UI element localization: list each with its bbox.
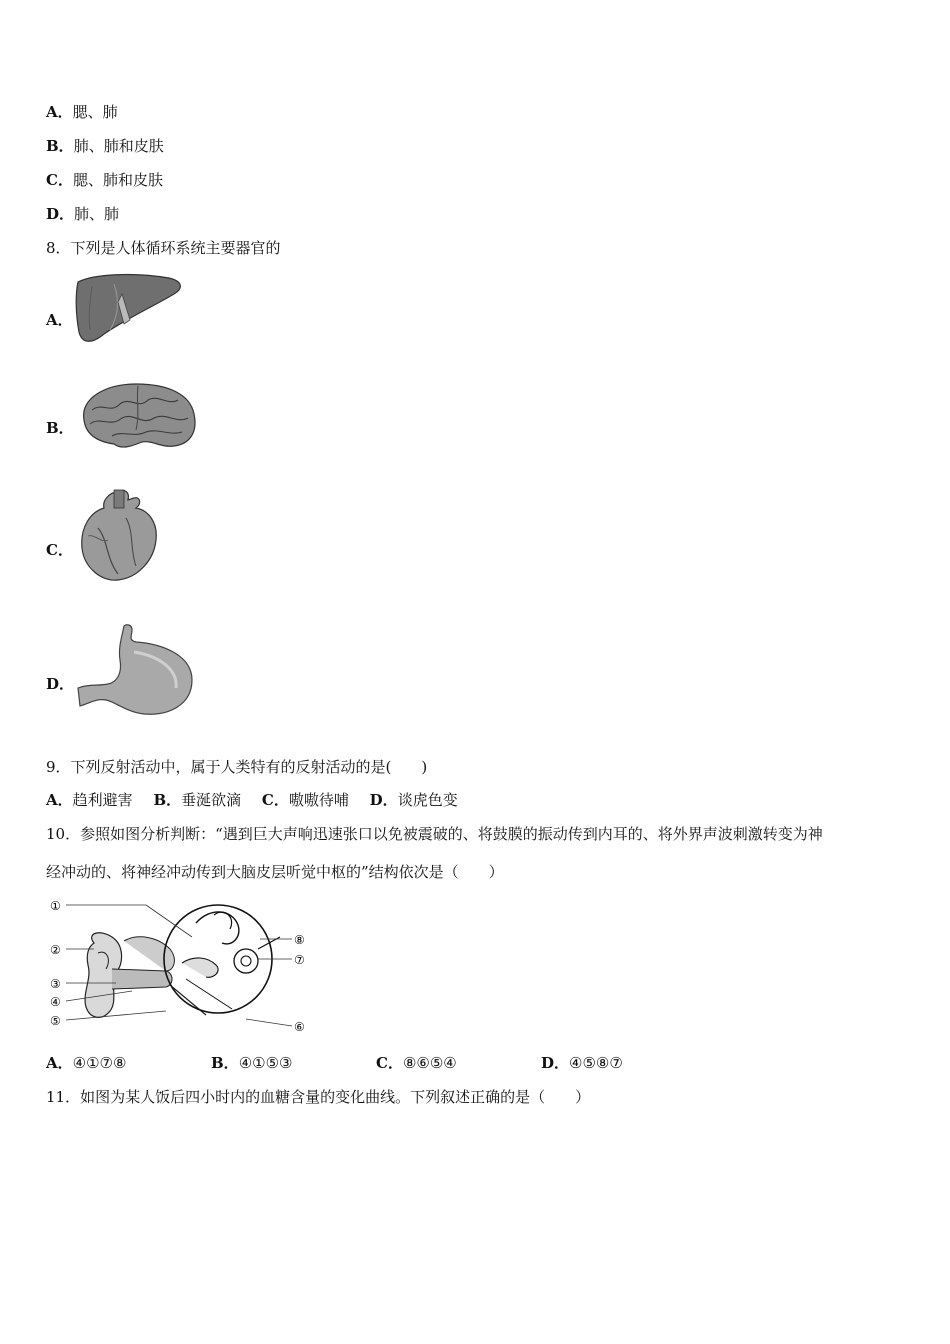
option-label: B． <box>46 137 74 155</box>
q7-option-d <box>46 204 119 224</box>
option-text: 肺、肺和皮肤 <box>73 137 164 155</box>
q10-option-a <box>46 1053 211 1073</box>
ear-label-2: ② <box>50 943 61 957</box>
option-text: 肺、肺 <box>74 205 120 223</box>
ear-label-4: ④ <box>50 995 61 1009</box>
option-text: 趋利避害 <box>72 791 133 809</box>
option-text: ⑧⑥⑤④ <box>402 1054 457 1072</box>
option-text: ④①⑤③ <box>238 1054 293 1072</box>
ear-label-6: ⑥ <box>294 1020 305 1034</box>
q8-option-d-label: D． <box>46 675 75 693</box>
option-label: A． <box>46 791 73 809</box>
option-label: C． <box>46 171 73 189</box>
q8-option-c-label: C． <box>46 541 73 559</box>
stomach-icon <box>74 622 198 718</box>
q9-option-c <box>262 790 349 810</box>
q9-options <box>46 790 458 810</box>
option-label: D． <box>46 205 75 223</box>
q10-option-c <box>376 1053 541 1073</box>
ear-label-5: ⑤ <box>50 1014 61 1028</box>
option-label: D． <box>541 1054 570 1072</box>
q7-option-b <box>46 136 164 156</box>
q9-stem: 9．下列反射活动中，属于人类特有的反射活动的是( ) <box>46 758 428 776</box>
q7-option-a <box>46 102 118 122</box>
option-text: 嗷嗷待哺 <box>288 791 349 809</box>
option-label: A． <box>46 103 73 121</box>
option-label: C． <box>376 1054 403 1072</box>
q10-option-b <box>211 1053 376 1073</box>
q7-option-c <box>46 170 163 190</box>
q10-option-d <box>541 1053 623 1073</box>
brain-icon <box>78 380 200 452</box>
q9-option-b <box>153 790 241 810</box>
heart-icon <box>78 488 166 584</box>
option-label: A． <box>46 1054 73 1072</box>
q8-option-b-label: B． <box>46 419 74 437</box>
semicircular-canal-shape <box>196 912 239 944</box>
option-text: 腮、肺和皮肤 <box>72 171 163 189</box>
ear-label-1: ① <box>50 899 61 913</box>
semicircular-canal-inner <box>214 912 232 929</box>
option-text: ④⑤⑧⑦ <box>569 1054 623 1072</box>
option-text: 谈虎色变 <box>397 791 458 809</box>
q11-stem: 11．如图为某人饭后四小时内的血糖含量的变化曲线。下列叙述正确的是（ ） <box>46 1088 591 1106</box>
q10-stem-line2: 经冲动的、将神经冲动传到大脑皮层听觉中枢的”结构依次是（ ） <box>46 863 504 881</box>
q8-stem: 8．下列是人体循环系统主要器官的 <box>46 239 281 257</box>
cochlea-shape <box>234 949 258 973</box>
option-label: B． <box>153 791 182 809</box>
option-label: C． <box>261 791 289 809</box>
q9-option-d <box>370 790 458 810</box>
q10-options <box>46 1053 623 1073</box>
option-text: 垂涎欲滴 <box>181 791 242 809</box>
q9-option-a <box>46 790 133 810</box>
ear-label-3: ③ <box>50 977 61 991</box>
ear-structure-diagram <box>46 893 318 1039</box>
ossicles-shape <box>182 958 218 977</box>
option-label: D． <box>369 791 398 809</box>
option-text: 腮、肺 <box>72 103 118 121</box>
cochlea-inner <box>241 956 251 966</box>
magnified-circle <box>164 905 272 1013</box>
ear-label-8: ⑧ <box>294 933 305 947</box>
option-label: B． <box>211 1054 239 1072</box>
ear-label-7: ⑦ <box>294 953 305 967</box>
q8-option-a-label: A． <box>46 311 73 329</box>
liver-icon <box>74 272 186 346</box>
q10-stem-line1: 10．参照如图分析判断：“遇到巨大声响迅速张口以免被震破的、将鼓膜的振动传到内耳的、将外界声波刺激转变为神 <box>46 825 823 843</box>
ear-canal-shape <box>112 969 172 989</box>
option-text: ④①⑦⑧ <box>72 1054 127 1072</box>
